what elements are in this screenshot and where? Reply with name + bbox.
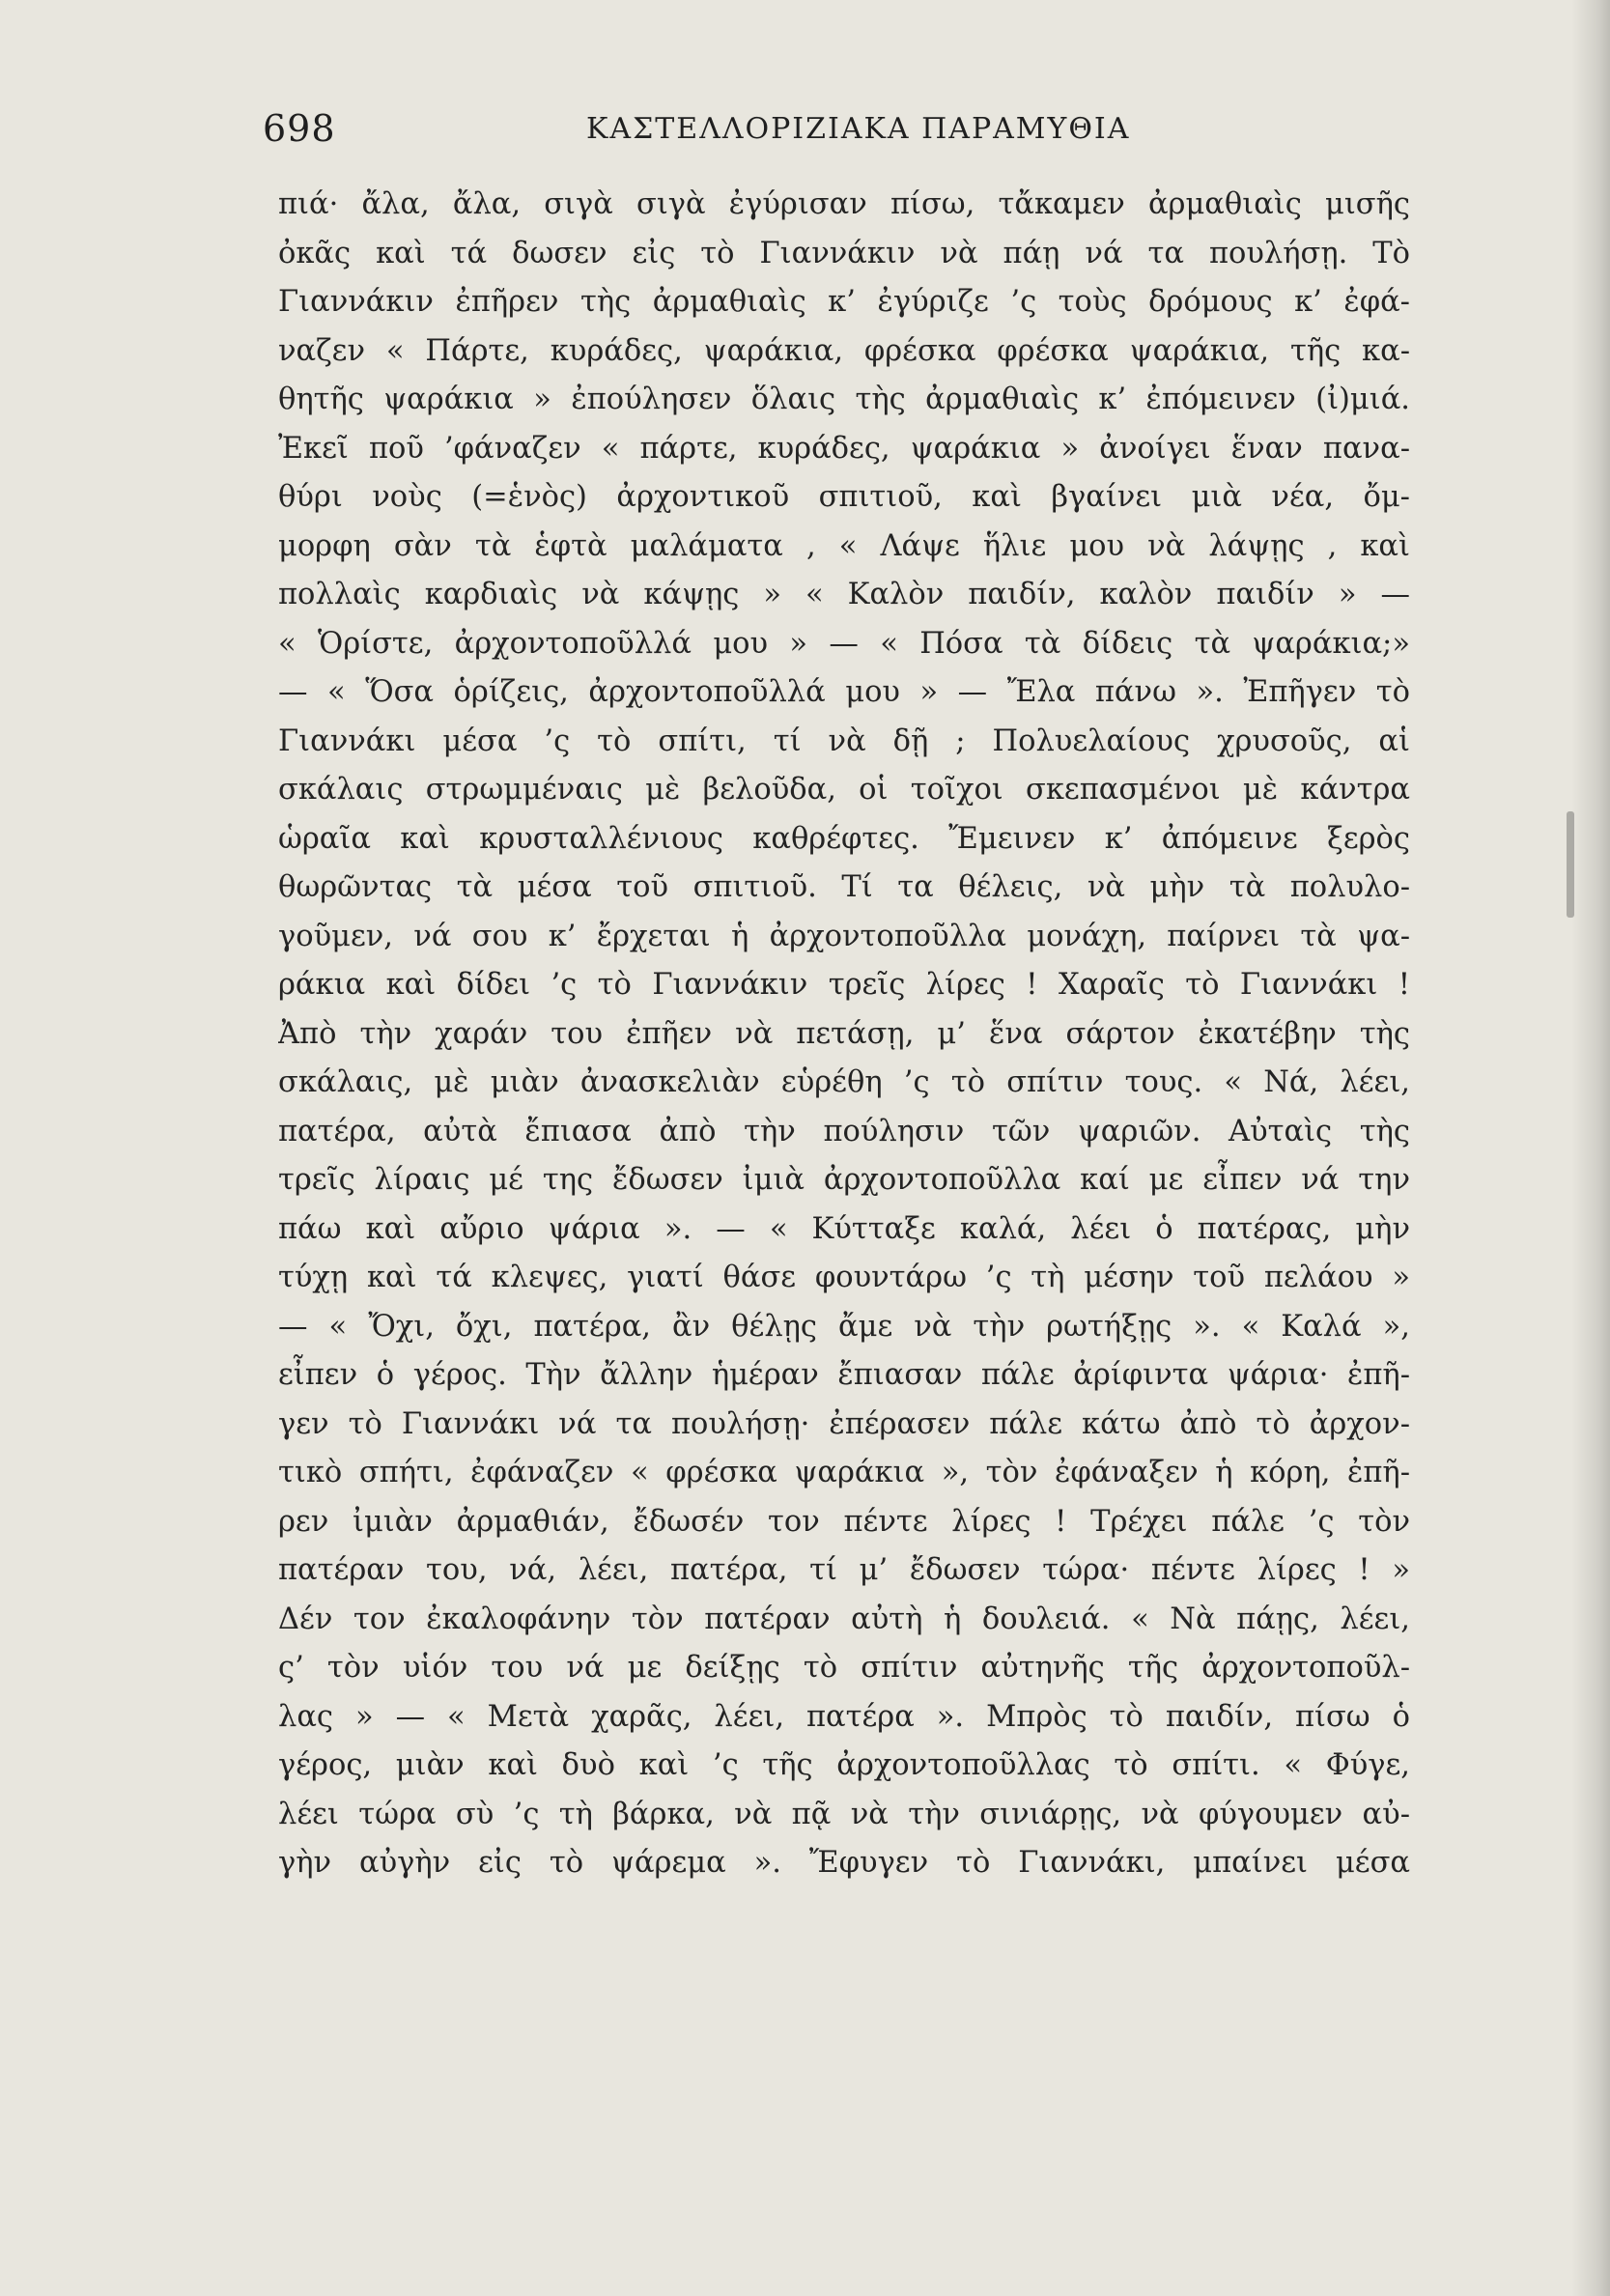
- text-line: σκάλαις στρωμμέναις μὲ βελοῦδα, οἱ τοῖχοι σκεπασμένοι μὲ κάντρα: [278, 773, 1410, 807]
- text-line: ς’ τὸν υἱόν του νά με δείξῃς τὸ σπίτιν αὐτηνῆς τῆς ἀρχοντοποῦλ-: [278, 1651, 1410, 1685]
- text-line: εἶπεν ὁ γέρος. Τὴν ἄλλην ἡμέραν ἔπιασαν πάλε ἀρίφιντα ψάρια· ἐπῆ-: [278, 1358, 1410, 1392]
- text-line: πατέρα, αὐτὰ ἔπιασα ἀπὸ τὴν πούλησιν τῶν ψαριῶν. Αὐταὶς τὴς: [278, 1114, 1410, 1148]
- text-line: πάω καὶ αὔριο ψάρια ». — « Κύτταξε καλά, λέει ὁ πατέρας, μὴν: [278, 1211, 1410, 1246]
- text-line: Γιαννάκιν ἐπῆρεν τὴς ἀρμαθιαὶς κ’ ἐγύριζε ’ς τοὺς δρόμους κ’ ἐφά-: [278, 285, 1410, 319]
- text-line: Ἀπὸ τὴν χαράν του ἐπῆεν νὰ πετάσῃ, μ’ ἕνα σάρτον ἐκατέβην τὴς: [278, 1016, 1410, 1051]
- text-line: ρεν ἰμιὰν ἀρμαθιάν, ἔδωσέν τον πέντε λίρες ! Τρέχει πάλε ’ς τὸν: [278, 1504, 1410, 1539]
- text-line: — « Ὄχι, ὄχι, πατέρα, ἂν θέλῃς ἄμε νὰ τὴν ρωτήξῃς ». « Καλά »,: [278, 1309, 1410, 1344]
- text-line: γοῦμεν, νά σου κ’ ἔρχεται ἡ ἀρχοντοποῦλλα μονάχη, παίρνει τὰ ψα-: [278, 919, 1410, 953]
- text-line: μορφη σὰν τὰ ἑφτὰ μαλάματα , « Λάψε ἥλιε μου νὰ λάψῃς , καὶ: [278, 528, 1410, 563]
- text-line: γὴν αὐγὴν εἰς τὸ ψάρεμα ». Ἔφυγεν τὸ Γιαννάκι, μπαίνει μέσα: [278, 1846, 1410, 1880]
- text-line: Γιαννάκι μέσα ’ς τὸ σπίτι, τί νὰ δῇ ; Πολυελαίους χρυσοῦς, αἱ: [278, 723, 1410, 758]
- text-line: γέρος, μιὰν καὶ δυὸ καὶ ’ς τῆς ἀρχοντοποῦλλας τὸ σπίτι. « Φύγε,: [278, 1748, 1410, 1782]
- text-line: τρεῖς λίραις μέ της ἔδωσεν ἰμιὰ ἀρχοντοποῦλλα καί με εἶπεν νά την: [278, 1163, 1410, 1197]
- text-line: λας » — « Μετὰ χαρᾶς, λέει, πατέρα ». Μπρὸς τὸ παιδίν, πίσω ὁ: [278, 1699, 1410, 1734]
- text-line: — « Ὅσα ὁρίζεις, ἀρχοντοποῦλλά μου » — Ἔλα πάνω ». Ἐπῆγεν τὸ: [278, 675, 1410, 709]
- text-line: πατέραν του, νά, λέει, πατέρα, τί μ’ ἔδωσεν τώρα· πέντε λίρες ! »: [278, 1553, 1410, 1587]
- text-line: θύρι νοὺς (=ἑνὸς) ἀρχοντικοῦ σπιτιοῦ, καὶ βγαίνει μιὰ νέα, ὄμ-: [278, 480, 1410, 514]
- text-line: τύχῃ καὶ τά κλεψες, γιατί θάσε φουντάρω ’ς τὴ μέσην τοῦ πελάου »: [278, 1261, 1410, 1294]
- text-line: « Ὁρίστε, ἀρχοντοποῦλλά μου » — « Πόσα τὰ δίδεις τὰ ψαράκια;»: [278, 626, 1410, 661]
- text-line: Δέν τον ἐκαλοφάνην τὸν πατέραν αὐτὴ ἡ δουλειά. « Νὰ πάῃς, λέει,: [278, 1602, 1410, 1636]
- text-line: ράκια καὶ δίδει ’ς τὸ Γιαννάκιν τρεῖς λίρες ! Χαραῖς τὸ Γιαννάκι !: [278, 968, 1410, 1002]
- page-edge-shadow: [1571, 0, 1610, 2296]
- page-number: 698: [263, 107, 336, 150]
- text-line: σκάλαις, μὲ μιὰν ἀνασκελιὰν εὑρέθη ’ς τὸ σπίτιν τους. « Νά, λέει,: [278, 1065, 1410, 1099]
- text-line: ναζεν « Πάρτε, κυράδες, ψαράκια, φρέσκα φρέσκα ψαράκια, τῆς κα-: [278, 333, 1410, 368]
- text-line: Ἐκεῖ ποῦ ’φάναζεν « πάρτε, κυράδες, ψαράκια » ἀνοίγει ἕναν πανα-: [278, 431, 1410, 466]
- scan-mark: [1567, 811, 1574, 918]
- text-line: ὡραῖα καὶ κρυσταλλένιους καθρέφτες. Ἔμεινεν κ’ ἀπόμεινε ξερὸς: [278, 821, 1410, 856]
- text-line: θωρῶντας τὰ μέσα τοῦ σπιτιοῦ. Τί τα θέλεις, νὰ μὴν τὰ πολυλο-: [278, 870, 1410, 904]
- text-line: πολλαὶς καρδιαὶς νὰ κάψῃς » « Καλὸν παιδίν, καλὸν παιδίν » —: [278, 578, 1410, 611]
- text-line: πιά· ἄλα, ἄλα, σιγὰ σιγὰ ἐγύρισαν πίσω, τἄκαμεν ἀρμαθιαὶς μισῆς: [278, 187, 1410, 221]
- text-line: γεν τὸ Γιαννάκι νά τα πουλήσῃ· ἐπέρασεν πάλε κάτω ἀπὸ τὸ ἀρχον-: [278, 1406, 1410, 1441]
- body-text: [278, 181, 1410, 2006]
- text-line: θητῆς ψαράκια » ἐπούλησεν ὅλαις τὴς ἀρμαθιαὶς κ’ ἐπόμεινεν (ἰ)μιά.: [278, 383, 1410, 416]
- running-title: ΚΑΣΤΕΛΛΟΡΙΖΙΑΚΑ ΠΑΡΑΜΥΘΙΑ: [586, 112, 1131, 146]
- page-header: [263, 104, 1422, 162]
- text-line: λέει τώρα σὺ ’ς τὴ βάρκα, νὰ πᾷ νὰ τὴν σινιάρῃς, νὰ φύγουμεν αὐ-: [278, 1797, 1410, 1831]
- text-line: τικὸ σπήτι, ἐφάναζεν « φρέσκα ψαράκια », τὸν ἐφάναξεν ἡ κόρη, ἐπῆ-: [278, 1456, 1410, 1489]
- text-line: ὀκᾶς καὶ τά δωσεν εἰς τὸ Γιαννάκιν νὰ πάῃ νά τα πουλήσῃ. Τὸ: [278, 236, 1410, 270]
